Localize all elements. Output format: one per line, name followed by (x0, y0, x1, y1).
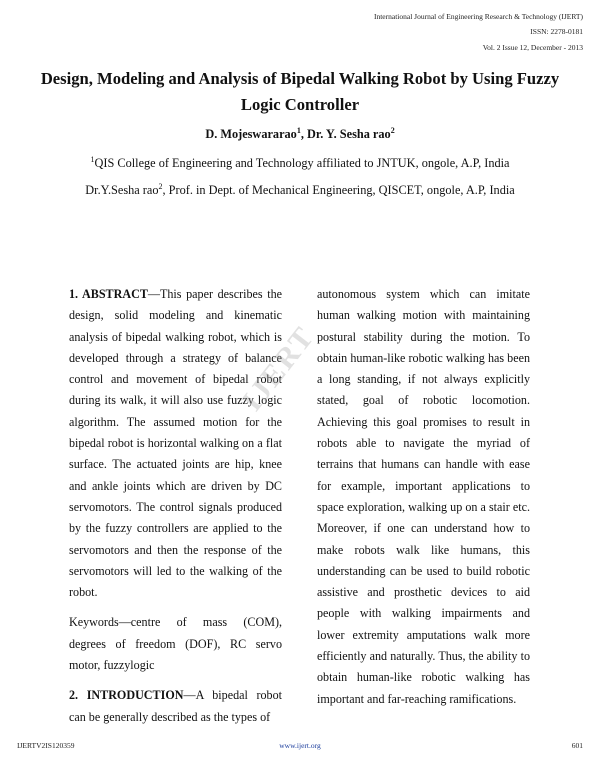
author-1: D. Mojeswararao (205, 127, 297, 141)
author-line (0, 126, 600, 142)
website-link[interactable]: www.ijert.org (279, 741, 321, 750)
abstract-heading: 1. ABSTRACT (69, 287, 148, 301)
paper-id: IJERTV2IS120359 (17, 741, 75, 750)
issn: ISSN: 2278-0181 (530, 27, 583, 36)
author-2: Dr. Y. Sesha rao (306, 127, 391, 141)
keywords: Keywords—centre of mass (COM), degrees of freedom (DOF), RC servo motor, fuzzylogic (69, 615, 282, 673)
introduction-text-right: autonomous system which can imitate human walking motion with maintaining postural stability during the motion. To obtain human-like robotic walking has been a long standing, if not always explicitly stated, goal of robotic locomotion. Achieving this goal promises to result in robots able to navigate the myriad of terrains that humans can handle with ease for example, important applications to space exploration, walking up on a stair etc. Moreover, if one can understand how to make robots walk like humans, this understanding can be used to build robotic assistive and prosthetic devices to aid people with walking impairments and lower extremity amputations walk more efficiently and naturally. Thus, the ability to obtain human-like robotic walking has important and far-reaching ramifications. (317, 287, 530, 706)
paper-title: Design, Modeling and Analysis of Bipedal Walking Robot by Using Fuzzy Logic Controller (40, 69, 560, 114)
introduction-text-left: —A bipedal robot can be generally described as the types of (69, 688, 282, 724)
affiliation-2-name: Dr.Y.Sesha rao (85, 183, 159, 197)
affiliation-1 (0, 155, 600, 171)
affiliation-1-text: QIS College of Engineering and Technology affiliated to JNTUK, ongole, A.P, India (94, 156, 510, 170)
affiliation-2-text: , Prof. in Dept. of Mechanical Engineering, QISCET, ongole, A.P, India (162, 183, 515, 197)
abstract-text: —This paper describes the design, solid modeling and kinematic analysis of bipedal walking robot, which is developed through a strategy of balance control and movement of bipedal robot during its walk, it will also use fuzzy logic algorithm. The assumed motion for the bipedal robot is horizontal walking on a flat surface. The actuated joints are hip, knee and ankle joints which are driven by DC servomotors. The control signals produced by the fuzzy controllers are applied to the servomotors and then the response of the servomotors will led to the walking of the robot. (69, 287, 282, 600)
abstract-paragraph (69, 284, 282, 603)
author-1-sup: 1 (296, 126, 301, 135)
introduction-paragraph (69, 685, 282, 728)
right-column (317, 284, 530, 719)
affiliation-2 (0, 182, 600, 198)
affiliation-1-sup: 1 (90, 155, 95, 164)
affiliation-2-sup: 2 (158, 182, 163, 191)
page-number: 601 (571, 741, 583, 750)
author-separator: , (300, 127, 307, 141)
volume-issue: Vol. 2 Issue 12, December - 2013 (482, 43, 583, 52)
journal-name: International Journal of Engineering Research & Technology (IJERT) (373, 12, 583, 21)
author-2-sup: 2 (390, 126, 395, 135)
introduction-heading: 2. INTRODUCTION (69, 688, 184, 703)
left-column (69, 284, 282, 737)
watermark: IJERT (235, 320, 322, 418)
